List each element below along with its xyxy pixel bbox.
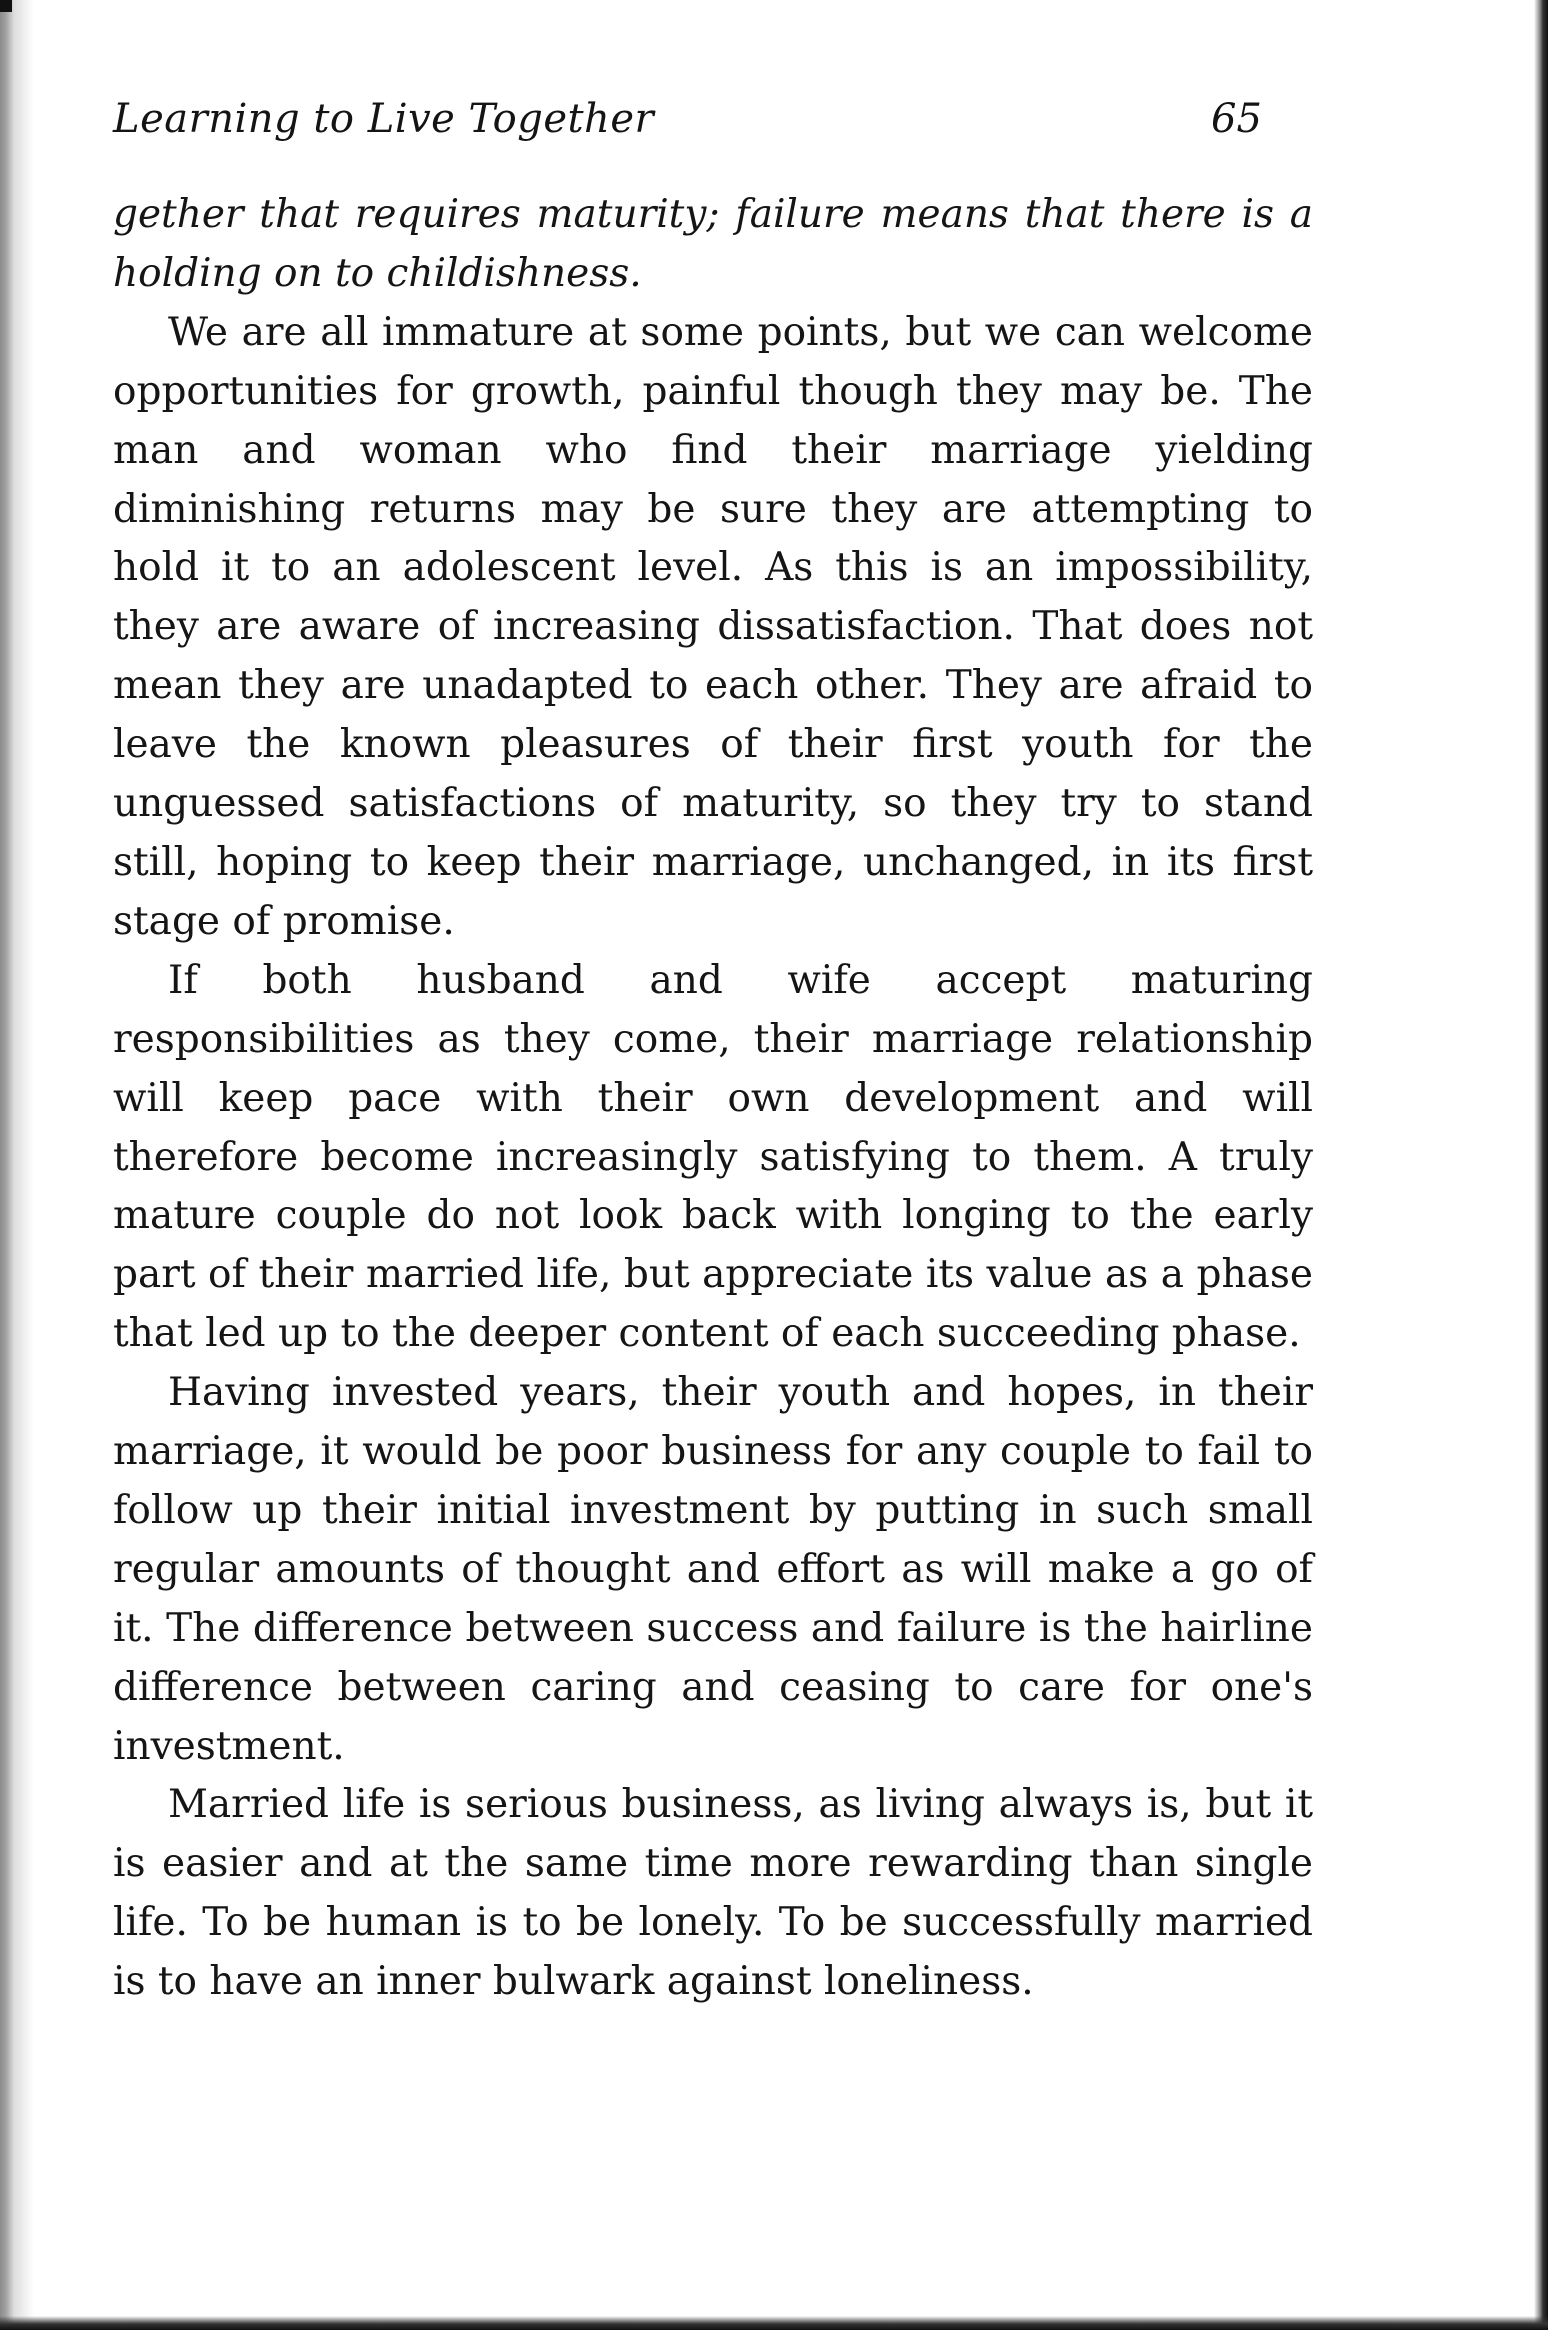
page-right-edge-shadow bbox=[1534, 0, 1548, 2330]
page-bottom-edge-shadow bbox=[0, 2316, 1548, 2330]
paragraph: If both husband and wife accept maturing responsibilities as they come, their marriage relationship will keep pace with their own development and will therefore become increasingly satisfying to them. A truly mature couple do not look back with longing to the early part of their married life, but appreciate its value as a phase that led up to the deeper content of each succeeding phase. bbox=[113, 957, 1313, 1357]
page-header bbox=[113, 96, 1313, 166]
page-left-edge-shadow bbox=[0, 0, 34, 2330]
page-number: 65 bbox=[1211, 96, 1262, 142]
paragraph-continued: gether that requires maturity; failure means that there is a holding on to childishness. bbox=[113, 192, 1313, 296]
paragraph: Having invested years, their youth and hopes, in their marriage, it would be poor business for any couple to fail to follow up their initial investment by putting in such small regular amounts of thought and effort as will make a go of it. The difference between success and failure is the hairline difference between caring and ceasing to care for one's investment. bbox=[113, 1370, 1313, 1769]
body-text bbox=[113, 186, 1313, 2012]
paragraph: Married life is serious business, as living always is, but it is easier and at the same time more rewarding than single life. To be human is to be lonely. To be successfully married is to have an inner bulwark against loneliness. bbox=[113, 1782, 1313, 2005]
scan-corner-mark bbox=[0, 0, 12, 12]
running-title: Learning to Live Together bbox=[113, 96, 655, 142]
paragraph: We are all immature at some points, but we can welcome opportunities for growth, painful though they may be. The man and woman who find their marriage yielding diminishing returns may be sure they are attempting to hold it to an adolescent level. As this is an impossibility, they are aware of increasing dissatisfaction. That does not mean they are unadapted to each other. They are afraid to leave the known pleasures of their first youth for the unguessed satisfactions of maturity, so they try to stand still, hoping to keep their marriage, unchanged, in its first stage of promise. bbox=[113, 309, 1313, 944]
